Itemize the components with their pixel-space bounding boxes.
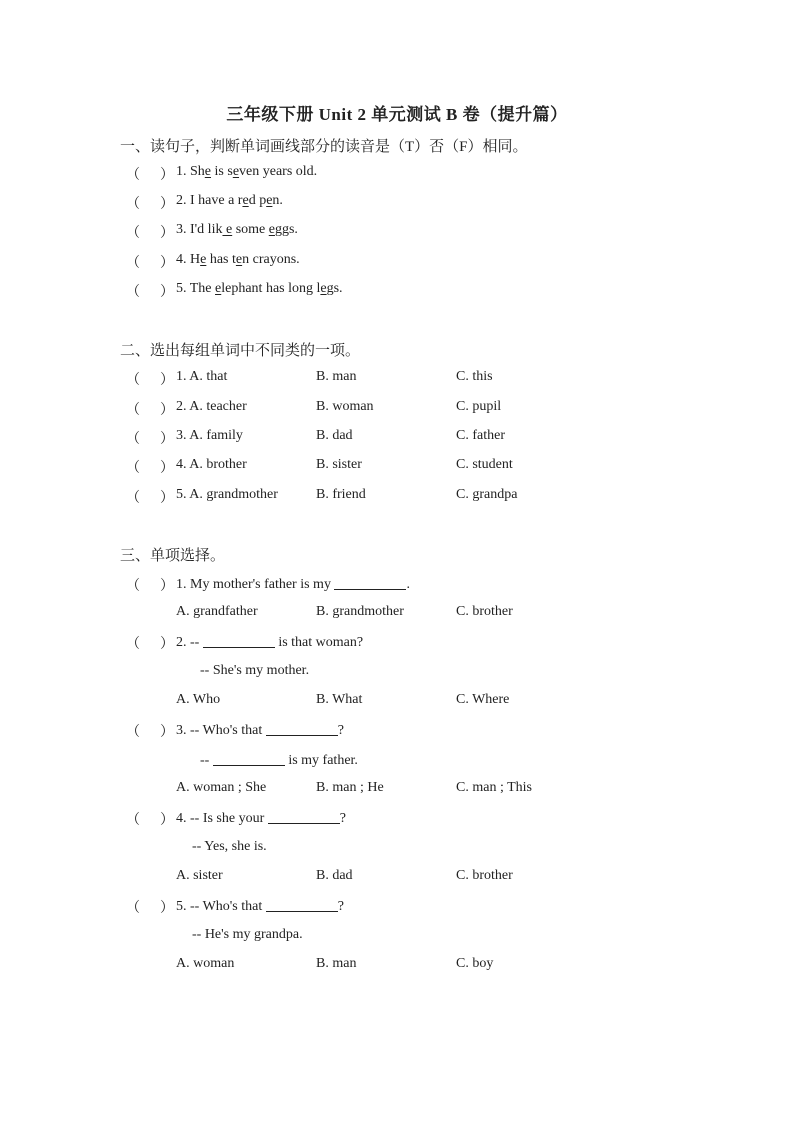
underlined-letter: e: [268, 222, 275, 237]
answer-paren-open: （: [126, 901, 140, 916]
option-c: C. student: [456, 457, 513, 472]
underlined-letter: e: [235, 252, 243, 267]
option-b: B. grandmother: [316, 604, 404, 619]
answer-paren-open: （: [126, 432, 140, 447]
answer-paren-close: ）: [160, 432, 174, 447]
option-b: B. dad: [316, 428, 353, 443]
s3-q5-reply: -- He's my grandpa.: [192, 927, 303, 942]
answer-paren-open: （: [126, 168, 140, 183]
answer-paren-close: ）: [160, 373, 174, 388]
question-text: 4. He has ten crayons.: [176, 252, 300, 267]
page-title: 三年级下册 Unit 2 单元测试 B 卷（提升篇）: [226, 105, 568, 124]
option-c: C. boy: [456, 956, 494, 971]
underlined-letter: e: [242, 193, 249, 208]
option-a: A. grandfather: [176, 604, 258, 619]
answer-paren-close: ）: [160, 168, 174, 183]
answer-blank[interactable]: [213, 751, 285, 766]
option-c: C. brother: [456, 868, 513, 883]
answer-blank[interactable]: [334, 575, 406, 590]
answer-paren-close: ）: [160, 813, 174, 828]
option-c: C. pupil: [456, 399, 502, 414]
answer-paren-close: ）: [160, 256, 174, 271]
question-text: 4. -- Is she your ?: [176, 811, 346, 826]
answer-paren-close: ）: [160, 725, 174, 740]
answer-blank[interactable]: [268, 809, 340, 824]
underlined-letter: e: [232, 164, 240, 179]
answer-blank[interactable]: [266, 721, 338, 736]
answer-blank[interactable]: [266, 897, 338, 912]
answer-paren-close: ）: [160, 403, 174, 418]
option-c: C. Where: [456, 692, 510, 707]
section2-heading: 二、选出每组单词中不同类的一项。: [120, 343, 361, 359]
option-c: C. grandpa: [456, 487, 518, 502]
underlined-letter: e: [204, 164, 212, 179]
option-b: B. dad: [316, 868, 353, 883]
question-text: 2. -- is that woman?: [176, 635, 364, 650]
answer-paren-close: ）: [160, 901, 174, 916]
underlined-letter: e: [215, 281, 222, 296]
answer-paren-close: ）: [160, 226, 174, 241]
underlined-letter: e: [266, 193, 273, 208]
option-b: B. man ; He: [316, 780, 384, 795]
option-c: C. man ; This: [456, 780, 532, 795]
section1-heading: 一、读句子，判断单词画线部分的读音是（T）否（F）相同。: [120, 139, 528, 155]
answer-paren-open: （: [126, 637, 140, 652]
question-text: 5. -- Who's that ?: [176, 899, 344, 914]
option-a: A. woman ; She: [176, 780, 267, 795]
option-a: 1. A. that: [176, 369, 228, 384]
option-b: B. What: [316, 692, 363, 707]
answer-paren-open: （: [126, 285, 140, 300]
option-a: 2. A. teacher: [176, 399, 247, 414]
answer-paren-open: （: [126, 226, 140, 241]
answer-paren-close: ）: [160, 491, 174, 506]
answer-paren-open: （: [126, 579, 140, 594]
answer-paren-open: （: [126, 725, 140, 740]
option-b: B. woman: [316, 399, 374, 414]
section3-heading: 三、单项选择。: [120, 548, 226, 564]
answer-paren-close: ）: [160, 285, 174, 300]
s3-q3-reply: -- is my father.: [200, 753, 358, 768]
answer-paren-close: ）: [160, 579, 174, 594]
underlined-letter: e: [320, 281, 327, 296]
question-text: 1. My mother's father is my .: [176, 577, 410, 592]
option-a: A. woman: [176, 956, 235, 971]
question-text: 3. -- Who's that ?: [176, 723, 344, 738]
answer-paren-close: ）: [160, 197, 174, 212]
s3-q2-reply: -- She's my mother.: [200, 663, 310, 678]
option-b: B. man: [316, 369, 357, 384]
option-a: A. Who: [176, 692, 221, 707]
answer-paren-open: （: [126, 813, 140, 828]
question-text: 1. She is seven years old.: [176, 164, 318, 179]
option-a: A. sister: [176, 868, 223, 883]
option-a: 5. A. grandmother: [176, 487, 278, 502]
option-c: C. brother: [456, 604, 513, 619]
underlined-letter: e: [200, 252, 207, 267]
answer-blank[interactable]: [203, 633, 275, 648]
answer-paren-open: （: [126, 491, 140, 506]
question-text: 3. I'd lik e some eggs.: [176, 222, 298, 237]
option-b: B. man: [316, 956, 357, 971]
option-c: C. this: [456, 369, 493, 384]
option-b: B. friend: [316, 487, 366, 502]
answer-paren-open: （: [126, 197, 140, 212]
s3-q4-reply: -- Yes, she is.: [192, 839, 267, 854]
answer-paren-open: （: [126, 403, 140, 418]
underlined-letter: e: [222, 222, 233, 237]
option-a: 3. A. family: [176, 428, 243, 443]
answer-paren-open: （: [126, 256, 140, 271]
answer-paren-close: ）: [160, 461, 174, 476]
option-b: B. sister: [316, 457, 362, 472]
answer-paren-close: ）: [160, 637, 174, 652]
option-a: 4. A. brother: [176, 457, 247, 472]
answer-paren-open: （: [126, 373, 140, 388]
answer-paren-open: （: [126, 461, 140, 476]
option-c: C. father: [456, 428, 505, 443]
question-text: 2. I have a red pen.: [176, 193, 283, 208]
question-text: 5. The elephant has long legs.: [176, 281, 343, 296]
